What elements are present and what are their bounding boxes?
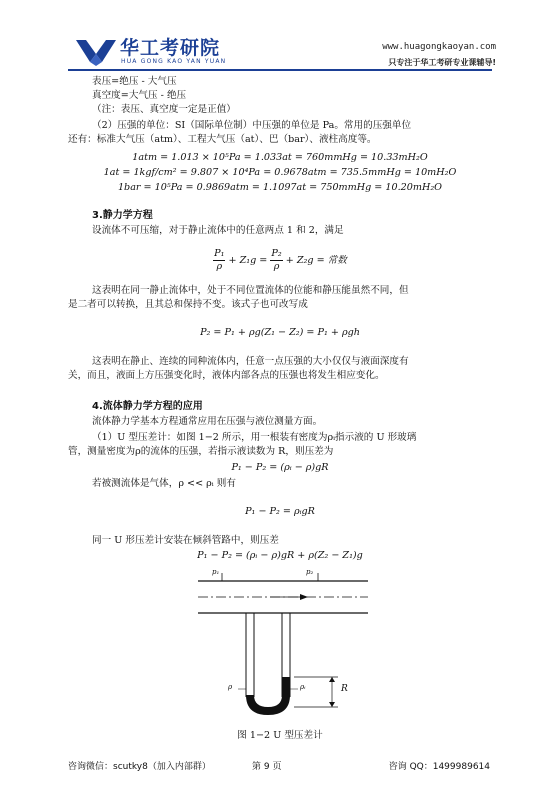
text-units-1: （2）压强的单位：SI（国际单位制）中压强的单位是 Pa。常用的压强单位 [92, 120, 412, 131]
equation-at: 1at = 1kgf/cm² = 9.807 × 10⁴Pa = 0.9678atm = 735.5mmHg = 10mH₂O [103, 167, 457, 178]
equation-bar: 1bar = 10⁵Pa = 0.9869atm = 1.1097at = 750mmHg = 10.20mH₂O [117, 182, 443, 193]
text-statics-explain-2: 是二者可以转换，且其总和保持不变。该式子也可改写成 [68, 299, 308, 310]
text-depth-explain-1: 这表明在静止、连续的同种流体内，任意一点压强的大小仅仅与液面深度有 [92, 356, 409, 367]
section-heading-statics: 3.静力学方程 [92, 210, 153, 221]
site-url[interactable]: www.huagongkaoyan.com [382, 42, 496, 52]
text-u-tube-2: 管，测量密度为ρ的流体的压强，若指示液读数为 R，则压差为 [68, 446, 334, 457]
figure-caption: 图 1−2 U 型压差计 [237, 730, 323, 741]
equation-pressure-depth: P₂ = P₁ + ρg(Z₁ − Z₂) = P₁ + ρgh [200, 327, 360, 338]
text-inclined-case: 同一 U 形压差计安装在倾斜管路中，则压差 [92, 535, 279, 546]
text-gauge-pressure: 表压=绝压 - 大气压 [92, 76, 177, 87]
fraction-p2-rho: $\frac{\text{P₂}}{\rho}$ [271, 248, 282, 272]
logo-text: 华工考研院 [120, 37, 221, 59]
figure-label-rho: ρ [228, 683, 233, 691]
u-tube-manometer-figure [198, 567, 368, 725]
fraction-p1-rho: $\frac{\text{P₁}}{\rho}$ [214, 248, 225, 272]
text-units-2: 还有：标准大气压（atm）、工程大气压（at）、巴（bar）、液柱高度等。 [68, 134, 377, 145]
logo-mark-icon [76, 40, 116, 66]
equation-gas-case: P₁ − P₂ = ρᵢgR [245, 506, 315, 517]
text-vacuum: 真空度=大气压 - 绝压 [92, 90, 187, 101]
figure-label-rhoi: ρᵢ [300, 683, 306, 691]
figure-label-p2: p₂ [306, 568, 314, 576]
figure-label-R: R [341, 684, 348, 694]
footer-page-number: 第 9 页 [252, 762, 282, 772]
text-statics-intro: 设流体不可压缩，对于静止流体中的任意两点 1 和 2，满足 [92, 225, 344, 236]
site-slogan: 只专注于华工考研专业课辅导! [388, 58, 496, 67]
text-application-intro: 流体静力学基本方程通常应用在压强与液位测量方面。 [92, 416, 323, 427]
logo-subtext: HUA GONG KAO YAN YUAN [121, 58, 227, 65]
footer-qq: 咨询 QQ：1499989614 [388, 762, 490, 772]
text-gas-case: 若被测流体是气体，ρ << ρᵢ 则有 [92, 478, 236, 489]
equation-inclined: P₁ − P₂ = (ρᵢ − ρ)gR + ρ(Z₂ − Z₁)g [197, 550, 363, 561]
text-statics-explain-1: 这表明在同一静止流体中，处于不同位置流体的位能和静压能虽然不同，但 [92, 285, 409, 296]
equation-atm: 1atm = 1.013 × 10⁵Pa = 1.033at = 760mmHg = 10.33mH₂O [132, 152, 428, 163]
section-heading-application: 4.流体静力学方程的应用 [92, 401, 203, 412]
text-u-tube-1: （1）U 型压差计：如图 1−2 所示，用一根装有密度为ρᵢ指示液的 U 形玻璃 [92, 432, 417, 443]
equation-u-tube: P₁ − P₂ = (ρᵢ − ρ)gR [231, 462, 329, 473]
footer-wechat: 咨询微信：scutky8（加入内部群） [68, 762, 211, 772]
text-depth-explain-2: 关，而且，液面上方压强变化时，液体内部各点的压强也将发生相应变化。 [68, 370, 385, 381]
figure-label-p1: p₁ [212, 568, 220, 576]
text-note: （注：表压、真空度一定是正值） [92, 104, 236, 115]
equation-statics: $\frac{\text{P₁}}{\rho}$ + Z₁g = $\frac{\text{P₂}}{\rho}$ + Z₂g = 常数 [214, 248, 347, 272]
header-rule [68, 69, 492, 71]
